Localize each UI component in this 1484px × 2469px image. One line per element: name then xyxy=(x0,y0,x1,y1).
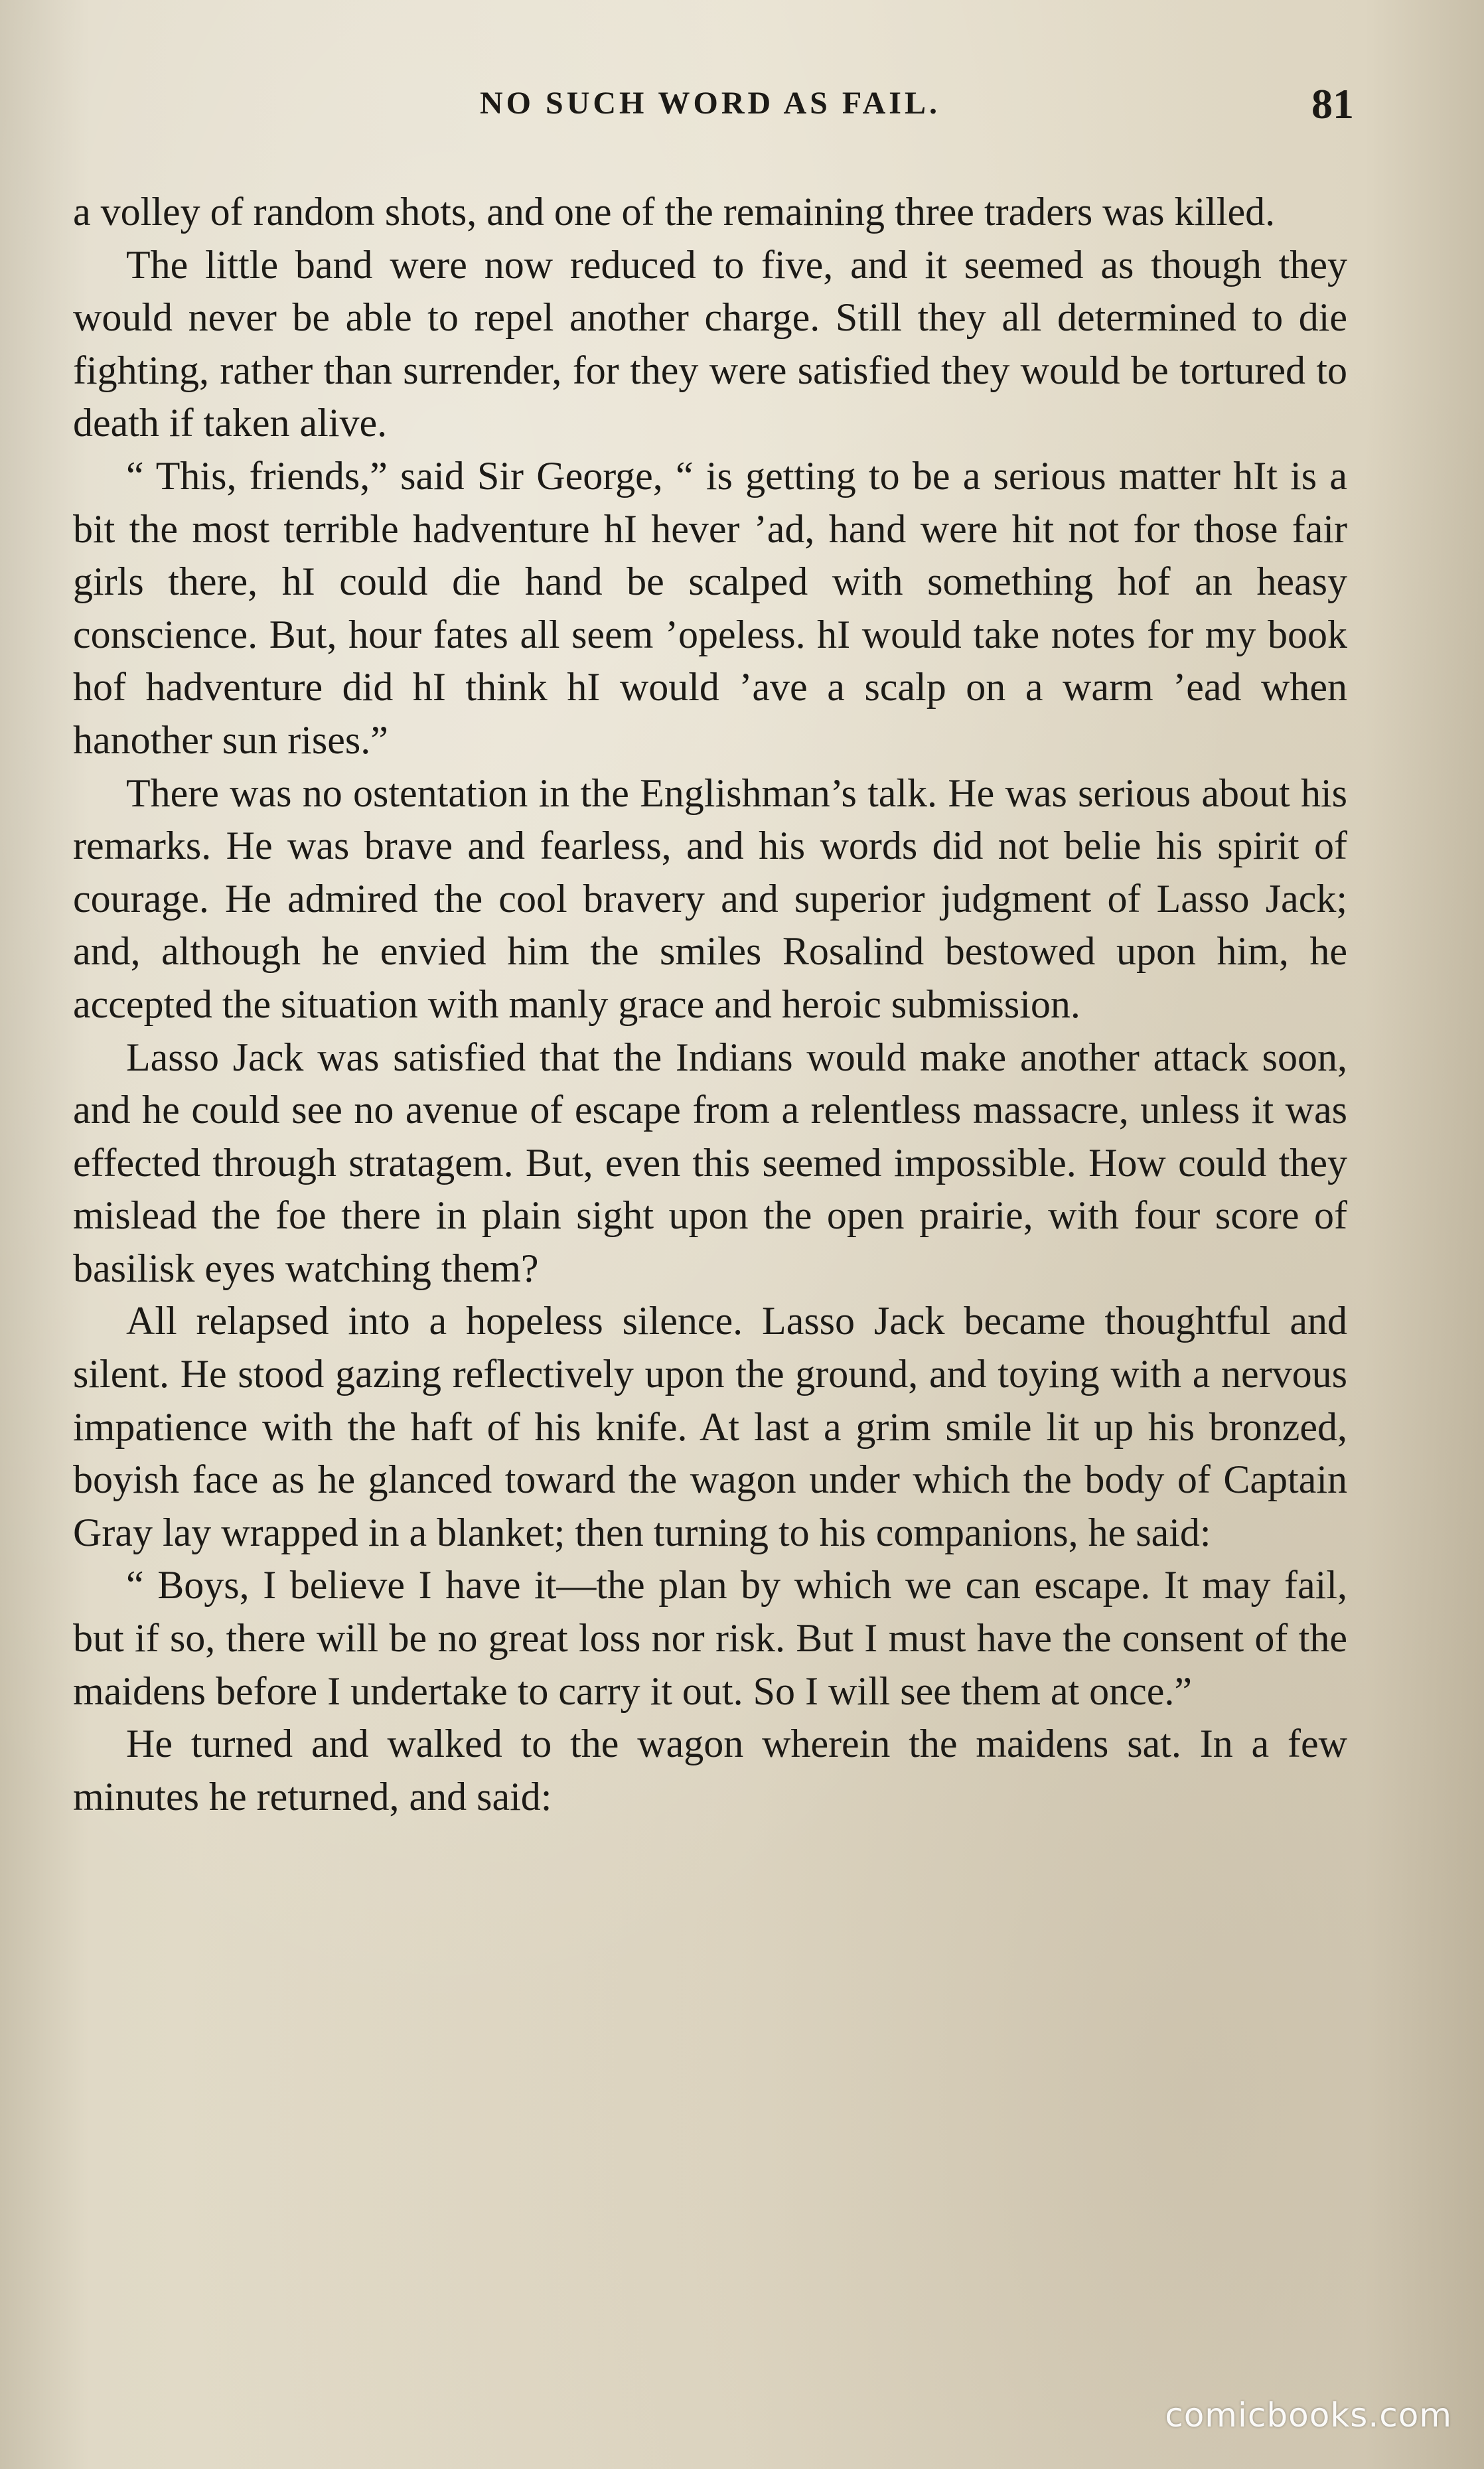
paragraph: He turned and walked to the wagon wherein the maidens sat. In a few minutes he returned, and said: xyxy=(73,1722,1347,1819)
page-number: 81 xyxy=(1311,80,1354,127)
watermark: comicbooks.com xyxy=(1165,2396,1452,2434)
body-text xyxy=(73,186,1347,1823)
paragraph: There was no ostentation in the Englishman’s talk. He was serious about his remarks. He was brave and fearless, and his words did not belie his spirit of courage. He admired the cool bravery and superior judgment of Lasso Jack; and, although he envied him the smiles Rosalind bestowed upon him, he accepted the situation with manly grace and heroic submission. xyxy=(73,771,1347,1026)
running-head: NO SUCH WORD AS FAIL. xyxy=(480,86,940,121)
paragraph: Lasso Jack was satisfied that the Indians would make another attack soon, and he could see no avenue of escape from a relentless massacre, unless it was effected through stratagem. But, even this seemed impossible. How could they mislead the foe there in plain sight upon the open prairie, with four score of basilisk eyes watching them? xyxy=(73,1035,1347,1290)
paragraph: “ This, friends,” said Sir George, “ is getting to be a serious matter hIt is a bit the most terrible hadventure hI hever ’ad, hand were hit not for those fair girls there, hI could die hand be scalped with something hof an heasy conscience. But, hour fates all seem ’opeless. hI would take notes for my book hof hadventure did hI think hI would ’ave a scalp on a warm ’ead when hanother sun rises.” xyxy=(73,453,1347,762)
paragraph: “ Boys, I believe I have it—the plan by which we can escape. It may fail, but if so, there will be no great loss nor risk. But I must have the consent of the maidens before I undertake to carry it out. So I will see them at once.” xyxy=(73,1563,1347,1713)
paragraph: All relapsed into a hopeless silence. Lasso Jack became thoughtful and silent. He stood gazing reflectively upon the ground, and toying with a nervous impatience with the haft of his knife. At last a grim smile lit up his bronzed, boyish face as he glanced toward the wagon under which the body of Captain Gray lay wrapped in a blanket; then turning to his companions, he said: xyxy=(73,1299,1347,1554)
paragraph-continuation: a volley of random shots, and one of the remaining three traders was killed. xyxy=(73,190,1276,234)
paragraph: The little band were now reduced to five, and it seemed as though they would never be able to repel another charge. Still they all determined to die fighting, rather than surrender, for they were satisfied they would be tortured to death if taken alive. xyxy=(73,242,1347,445)
page-header xyxy=(73,80,1354,133)
